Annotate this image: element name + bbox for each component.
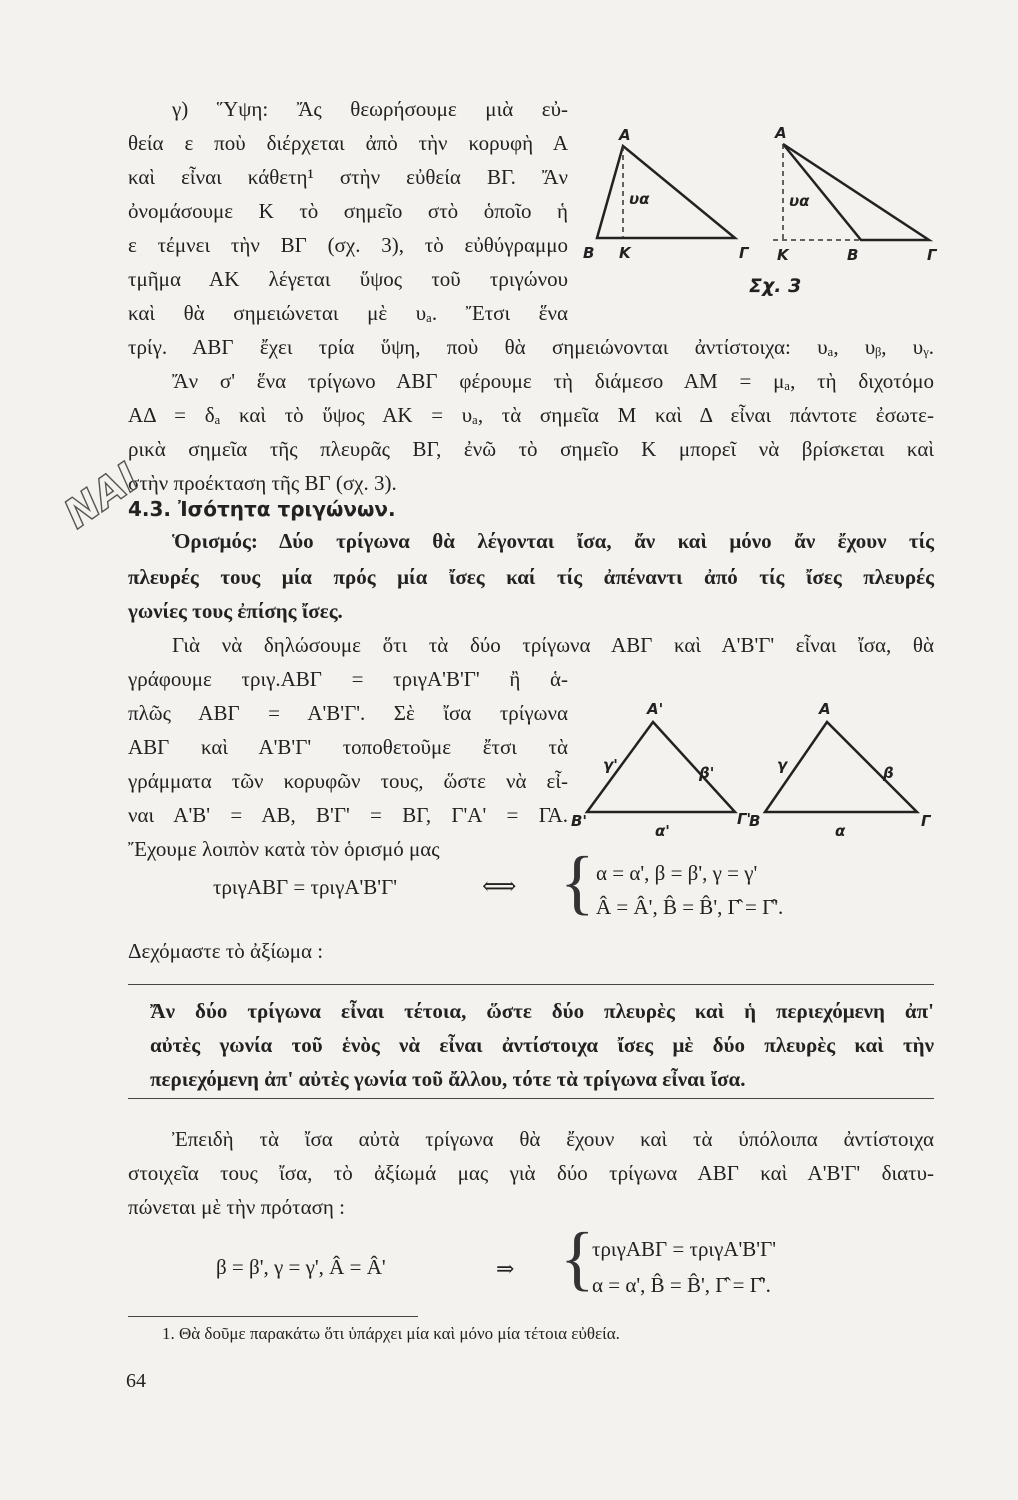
text-line: στοιχεῖα τους ἴσα, τὸ ἀξίωμά μας γιὰ δύο τρίγωνα ΑΒΓ καὶ Α'Β'Γ' διατυ- (128, 1161, 934, 1185)
text-line: ναι Α'Β' = ΑΒ, Β'Γ' = ΒΓ, Γ'Α' = ΓΑ. (128, 803, 568, 827)
left-brace: { (560, 1218, 595, 1298)
label-g-prime: γ' (603, 756, 618, 774)
equivalence-right-line2: Â = Â', B̂ = B̂', Γ̂ = Γ̂'. (596, 895, 784, 919)
section-heading: 4.3. Ἰσότητα τριγώνων. (128, 497, 396, 521)
label-B-prime: B' (571, 812, 588, 830)
text-line: πώνεται μὲ τὴν πρόταση : (128, 1195, 345, 1219)
text-line: Γιὰ νὰ δηλώσουμε ὅτι τὰ δύο τρίγωνα ΑΒΓ καὶ Α'Β'Γ' εἶναι ἴσα, θὰ (172, 633, 934, 657)
page-number: 64 (126, 1370, 146, 1392)
text-line: ΑΒΓ καὶ Α'Β'Γ' τοποθετοῦμε ἔτσι τὰ (128, 735, 568, 759)
axiom-line: Ἄν δύο τρίγωνα εἶναι τέτοια, ὥστε δύο πλευρὲς καὶ ἡ περιεχόμενη ἀπ' (150, 999, 934, 1023)
label-G-prime: Γ' (737, 810, 752, 828)
text-line: καὶ εἶναι κάθετη¹ στὴν εὐθεία ΒΓ. Ἄν (128, 165, 568, 189)
axiom-bottom-rule (128, 1098, 934, 1099)
axiom-top-rule (128, 984, 934, 985)
svg-text:ΝΑΙ: ΝΑΙ (56, 454, 148, 538)
label-g: γ (777, 756, 788, 774)
label-b-prime: β' (699, 764, 715, 782)
axiom-line: περιεχόμενη ἀπ' αὐτὲς γωνία τοῦ ἄλλου, τότε τὰ τρίγωνα εἶναι ἴσα. (150, 1067, 746, 1091)
triangle-original (765, 722, 917, 812)
label-A-1: A (619, 126, 631, 144)
equivalence-right-line1: α = α', β = β', γ = γ' (596, 861, 758, 885)
label-b: β (883, 764, 894, 782)
label-A: A (819, 700, 831, 718)
text-line: τμῆμα ΑΚ λέγεται ὕψος τοῦ τριγώνου (128, 267, 568, 291)
axiom-intro: Δεχόμαστε τὸ ἀξίωμα : (128, 939, 324, 963)
text-line: Ἔχουμε λοιπὸν κατὰ τὸν ὁρισμό μας (128, 837, 440, 861)
text-line: πλῶς ΑΒΓ = Α'Β'Γ'. Σὲ ἴσα τρίγωνα (128, 701, 568, 725)
label-a-prime: α' (655, 822, 670, 840)
left-brace: { (560, 842, 595, 922)
text-line: ΑΔ = δₐ καὶ τὸ ὕψος ΑΚ = υₐ, τὰ σημεῖα Μ καὶ Δ εἶναι πάντοτε ἐσωτε- (128, 403, 934, 427)
text-line: ὀνομάσουμε Κ τὸ σημεῖο στὸ ὁποῖο ἡ (128, 199, 568, 223)
label-B-2: B (847, 246, 859, 264)
text-line: ε τέμνει τὴν ΒΓ (σχ. 3), τὸ εὐθύγραμμο (128, 233, 568, 257)
text-line: ρικὰ σημεῖα τῆς πλευρᾶς ΒΓ, ἐνῶ τὸ σημεῖο Κ μπορεῖ νὰ βρίσκεται καὶ (128, 437, 934, 461)
equivalence-arrow: ⟺ (482, 874, 517, 900)
implication-right-line1: τριγΑΒΓ = τριγΑ'Β'Γ' (592, 1237, 777, 1261)
footnote-rule (128, 1316, 418, 1317)
triangle-acute (597, 146, 735, 238)
implication-left: β = β', γ = γ', Â = Â' (216, 1255, 386, 1279)
label-K-2: K (777, 246, 789, 264)
label-ua-1: υα (629, 190, 650, 208)
label-a: α (835, 822, 846, 840)
label-A-2: A (775, 124, 787, 142)
definition-line: γωνίες τους ἐπίσης ἴσες. (128, 599, 343, 623)
text-line: στὴν προέκταση τῆς ΒΓ (σχ. 3). (128, 471, 397, 495)
definition-line: Ὁρισμός: Δύο τρίγωνα θὰ λέγονται ἴσα, ἄν καὶ μόνο ἄν ἔχουν τίς (172, 529, 934, 553)
figure-3-caption: Σχ. 3 (749, 275, 802, 297)
label-A-prime: A' (647, 700, 664, 718)
text-line: Ἄν σ' ἕνα τρίγωνο ΑΒΓ φέρουμε τὴ διάμεσο ΑΜ = μₐ, τὴ διχοτόμο (172, 369, 934, 393)
implication-arrow: ⇒ (496, 1256, 515, 1281)
definition-line: πλευρές τους μία πρός μία ἴσες καί τίς ἀπέναντι ἀπό τίς ἴσες πλευρές (128, 565, 934, 589)
text-line: τρίγ. ΑΒΓ ἔχει τρία ὕψη, ποὺ θὰ σημειώνονται ἀντίστοιχα: υₐ, υᵦ, υᵧ. (128, 335, 934, 359)
equivalence-left: τριγΑΒΓ = τριγΑ'Β'Γ' (213, 875, 398, 899)
figure-3-diagram (575, 110, 945, 310)
axiom-line: αὐτὲς γωνία τοῦ ἑνὸς νὰ εἶναι ἀντίστοιχα ἴσες μὲ δύο πλευρὲς καὶ τὴν (150, 1033, 934, 1057)
text-line: καὶ θὰ σημειώνεται μὲ υₐ. Ἔτσι ἕνα (128, 301, 568, 325)
implication-right-line2: α = α', B̂ = B̂', Γ̂ = Γ̂'. (592, 1273, 771, 1297)
label-B-1: B (583, 244, 595, 262)
text-line: γ) Ὕψη: Ἄς θεωρήσουμε μιὰ εὐ- (172, 97, 568, 121)
label-G-2: Γ (927, 246, 937, 264)
label-ua-2: υα (789, 192, 810, 210)
label-B: B (749, 812, 761, 830)
label-G: Γ (921, 812, 931, 830)
equal-triangles-diagram (565, 690, 945, 850)
footnote: 1. Θὰ δοῦμε παρακάτω ὅτι ὑπάρχει μία καὶ μόνο μία τέτοια εὐθεία. (162, 1324, 620, 1343)
label-K-1: K (619, 244, 631, 262)
text-line: γράφουμε τριγ.ΑΒΓ = τριγΑ'Β'Γ' ἢ ἁ- (128, 667, 568, 691)
text-line: Ἐπειδὴ τὰ ἴσα αὐτὰ τρίγωνα θὰ ἔχουν καὶ τὰ ὑπόλοιπα ἀντίστοιχα (172, 1127, 934, 1151)
text-line: γράμματα τῶν κορυφῶν τους, ὥστε νὰ εἶ- (128, 769, 568, 793)
handwritten-margin-note (48, 430, 148, 540)
label-G-1: Γ (739, 244, 749, 262)
text-line: θεία ε ποὺ διέρχεται ἀπὸ τὴν κορυφὴ Α (128, 131, 568, 155)
